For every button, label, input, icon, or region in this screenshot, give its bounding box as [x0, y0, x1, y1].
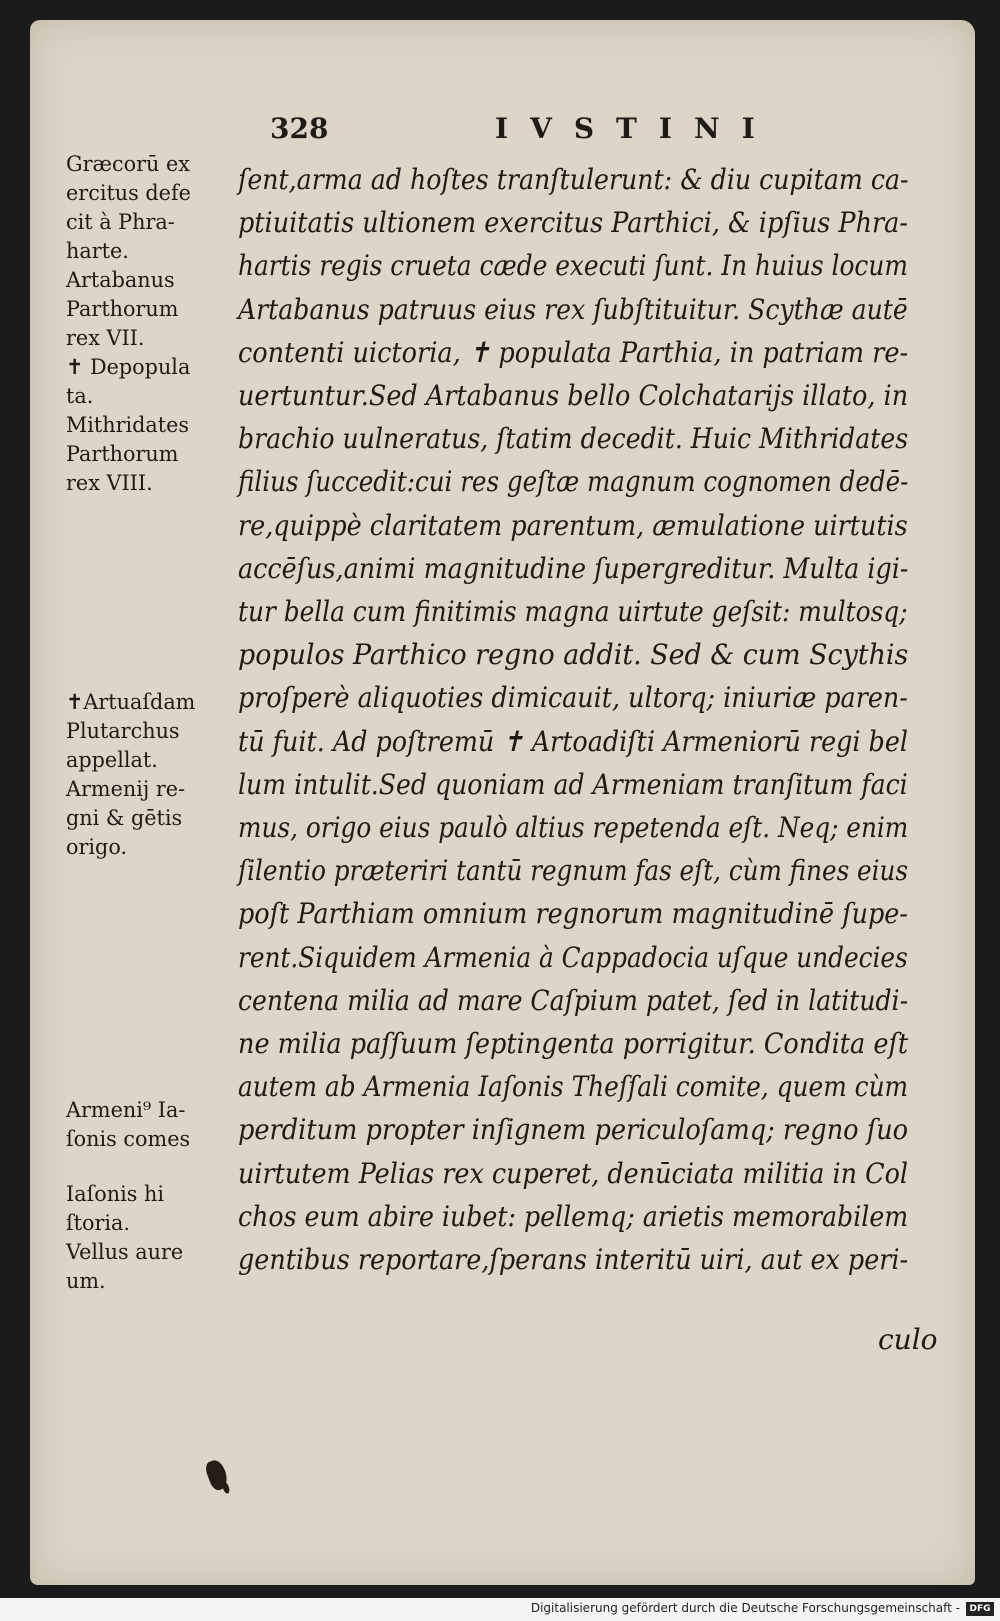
text-line: gentibus reportare,ſperans interitū uiri, aut ex peri- [238, 1243, 909, 1276]
margin-note-armenian-origin: ✝Artuaſdam Plutarchus appellat. Armenij re- gni & gētis origo. [66, 690, 196, 859]
page-header [270, 112, 790, 152]
text-line: lum intulit.Sed quoniam ad Armeniam tranſitum faci [238, 767, 908, 801]
text-line: poſt Parthiam omnium regnorum magnitudinē ſupe- [238, 897, 908, 931]
text-line: proſperè aliquoties dimicauit, ultorq; iniuriæ paren- [238, 681, 908, 715]
digitization-footer [0, 1598, 1000, 1621]
catchword: culo [878, 1323, 938, 1356]
text-line: tū fuit. Ad poſtremū ✝ Artoadiſti Armeniorū regi bel [238, 724, 908, 758]
running-title: IVSTINI [495, 112, 777, 145]
text-line: centena milia ad mare Caſpium patet, ſed in latitudi- [238, 983, 909, 1017]
dfg-logo: DFG [966, 1602, 994, 1616]
footer-credit-text: Digitalisierung gefördert durch die Deutsche Forschungsgemeinschaft - [530, 1601, 960, 1615]
margin-note-armenius: Armeni⁹ Ia- ſonis comes [66, 1098, 191, 1151]
text-line: autem ab Armenia Iaſonis Theſſali comite, quem cùm [238, 1070, 909, 1104]
text-line: uirtutem Pelias rex cuperet, denūciata militia in Col [238, 1156, 909, 1190]
text-line: rent.Siquidem Armenia à Cappadocia uſque undecies [238, 940, 908, 974]
text-line: filius ſuccedit:cui res geſtæ magnum cognomen dedē- [238, 465, 909, 499]
text-line: ſent,arma ad hoſtes tranſtulerunt: & diu cupitam ca- [238, 163, 909, 196]
text-line: populos Parthico regno addit. Sed & cum Scythis [238, 638, 909, 672]
text-line: perditum propter inſignem periculoſamq; regno ſuo [238, 1113, 909, 1147]
text-line: contenti uictoria, ✝ populata Parthia, in patriam re- [238, 335, 909, 369]
text-line: Artabanus patruus eius rex ſubſtituitur. Scythæ autē [238, 292, 908, 326]
page-number: 328 [270, 112, 329, 145]
margin-note-parthian-kings: Græcorū ex ercitus defe cit à Phra- harte. Artabanus Parthorum rex VII. ✝ Depopula ta. Mithridates Parthorum rex VIII. [66, 152, 191, 495]
text-line: accēſus,animi magnitudine ſupergreditur. Multa igi- [238, 551, 909, 585]
text-line: tur bella cum finitimis magna uirtute geſsit: multosq; [238, 595, 908, 628]
text-line: chos eum abire iubet: pellemq; arietis memorabilem [238, 1199, 909, 1233]
text-line: re,quippè claritatem parentum, æmulatione uirtutis [238, 508, 908, 542]
text-line: brachio uulneratus, ſtatim decedit. Huic Mithridates [238, 422, 909, 456]
text-line: ne milia paſſuum ſeptingenta porrigitur. Condita eſt [238, 1027, 909, 1060]
text-line: ptiuitatis ultionem exercitus Parthici, & ipſius Phra- [238, 206, 908, 240]
text-line: uertuntur.Sed Artabanus bello Colchatarijs illato, in [238, 379, 909, 412]
margin-note-jason-history: Iaſonis hi ſtoria. Vellus aure um. [66, 1182, 184, 1293]
text-line: mus, origo eius paulò altius repetenda eſt. Neq; enim [238, 811, 909, 844]
text-line: hartis regis crueta cæde executi ſunt. In huius locum [238, 249, 908, 283]
text-line: ſilentio præteriri tantū regnum fas eſt, cùm fines eius [238, 854, 909, 888]
